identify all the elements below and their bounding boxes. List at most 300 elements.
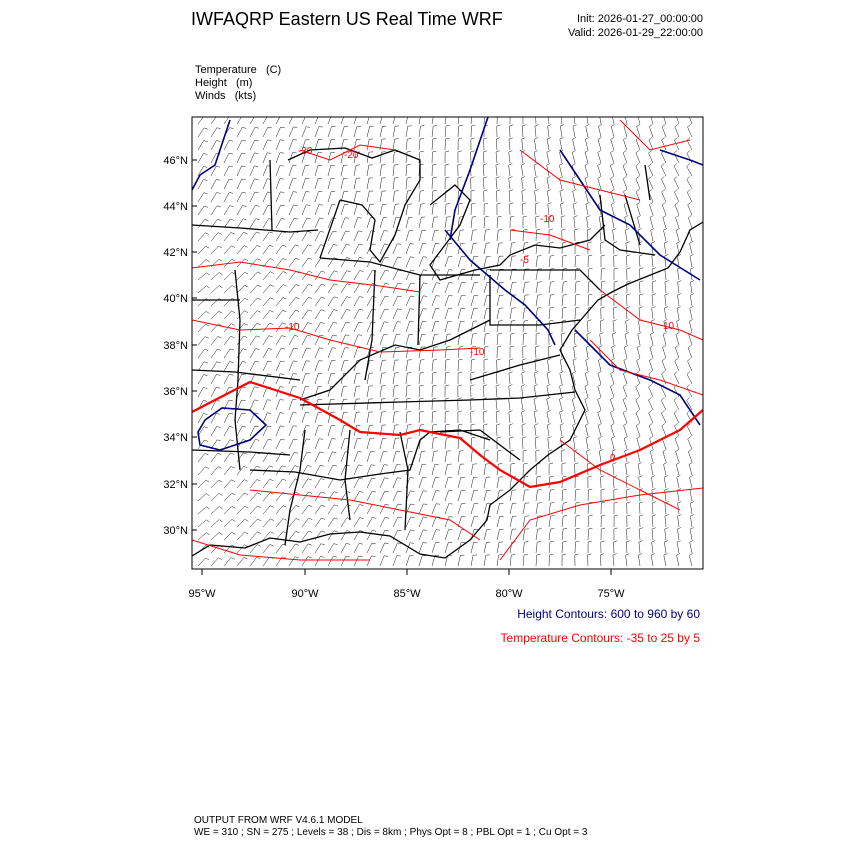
wind-barb [432, 164, 436, 176]
wind-barb [263, 114, 272, 124]
wind-barb [471, 216, 476, 228]
wind-barb [276, 544, 286, 553]
wind-barb [393, 478, 401, 488]
wind-barb [471, 517, 478, 528]
wind-barb [574, 112, 578, 124]
wind-barb [510, 112, 514, 124]
wind-barb [432, 398, 436, 410]
wind-barb [393, 438, 399, 449]
wind-barb [561, 203, 565, 216]
wind-barb [458, 555, 464, 566]
wind-barb [341, 271, 351, 280]
wind-barb [198, 467, 209, 475]
wind-barb [250, 205, 259, 215]
wind-barb [341, 231, 350, 241]
wind-barb [614, 255, 618, 267]
wind-barb [599, 436, 603, 449]
state-line-mo [192, 370, 300, 380]
wind-barb [471, 138, 475, 150]
wind-barb [586, 202, 590, 215]
wind-barb [237, 179, 246, 189]
wind-barb [224, 480, 235, 488]
wind-barb [445, 491, 453, 501]
wind-barb [289, 114, 298, 124]
wind-barb [289, 466, 299, 475]
wind-barb [510, 321, 515, 333]
wind-barb [640, 515, 644, 527]
wind-barb [458, 125, 463, 137]
wind-barb [432, 151, 436, 163]
wind-barb [198, 206, 208, 215]
wind-barb [637, 111, 641, 124]
wind-barb [458, 491, 465, 502]
wind-barb [289, 361, 297, 371]
wind-barb [406, 360, 412, 371]
wind-barb [664, 228, 668, 241]
wind-barb [562, 541, 567, 553]
wind-barb [586, 112, 590, 125]
wind-barb [445, 504, 453, 514]
wind-barb [637, 202, 640, 215]
wind-barb [393, 360, 399, 371]
wind-barb [510, 333, 515, 345]
wind-barb [690, 515, 694, 528]
wind-barb [354, 518, 364, 527]
lat-label: 30°N [163, 525, 188, 537]
wind-barb [406, 517, 415, 527]
wind-barb [560, 410, 564, 423]
wind-barb [276, 506, 287, 514]
wind-barb [198, 453, 209, 462]
wind-barb [651, 476, 655, 489]
wind-barb [585, 163, 588, 176]
wind-barb [289, 518, 300, 527]
wind-barb [664, 553, 668, 566]
wind-barb [328, 271, 338, 280]
wind-barb [649, 384, 653, 397]
wind-barb [601, 268, 605, 280]
wind-barb [250, 349, 260, 359]
wind-barb [198, 349, 208, 358]
wind-barb [688, 436, 692, 449]
wind-barb [276, 272, 287, 281]
wind-barb [367, 114, 374, 125]
wind-barb [315, 465, 324, 475]
wind-barb [522, 372, 526, 384]
wind-barb [367, 165, 373, 176]
wind-barb [237, 545, 248, 553]
state-line-tn [300, 392, 575, 405]
wind-barb [509, 424, 513, 436]
wind-barb [367, 399, 373, 410]
wind-barb [536, 112, 540, 124]
wind-barb [380, 360, 386, 371]
wind-barb [341, 165, 347, 176]
wind-barb [688, 358, 693, 371]
wind-barb [406, 244, 414, 254]
wind-barb [575, 502, 580, 514]
wind-barb [302, 518, 312, 527]
wind-barb [224, 519, 235, 527]
wind-barb [393, 139, 399, 150]
wind-barb [497, 230, 502, 242]
wind-barb [432, 113, 438, 124]
wind-barb [611, 176, 615, 189]
wind-barb [484, 555, 490, 566]
wind-barb [575, 476, 579, 488]
wind-barb [549, 516, 555, 527]
wind-barb [224, 349, 234, 358]
wind-barb [315, 479, 325, 488]
wind-barb [588, 242, 592, 254]
wind-barb [328, 556, 337, 566]
wind-barb [276, 232, 286, 241]
wind-barb [198, 273, 210, 280]
wind-barb [393, 126, 399, 137]
wind-barb [406, 398, 411, 410]
wind-barb [636, 384, 640, 397]
contour-label: -10 [470, 347, 485, 358]
wind-barb [536, 490, 542, 501]
wind-barb [687, 190, 692, 203]
field-unit: (C) [265, 64, 282, 76]
wind-barb [627, 502, 631, 514]
wind-barb [677, 255, 681, 268]
wind-barb [224, 362, 233, 372]
wind-barb [432, 334, 438, 345]
wind-barb [263, 140, 271, 150]
wind-barb [445, 177, 449, 189]
wind-barb [367, 296, 376, 306]
wind-barb [458, 385, 462, 397]
wind-barb [510, 516, 516, 527]
wind-barb [211, 233, 222, 241]
wind-barb [406, 177, 411, 189]
wind-barb [610, 397, 614, 410]
wind-barb [354, 491, 363, 501]
wind-barb [393, 451, 400, 462]
wind-barb [276, 519, 287, 527]
wind-barb [393, 178, 398, 190]
wind-barb [276, 258, 287, 267]
wind-barb [614, 268, 618, 280]
wind-barb [688, 345, 692, 358]
wind-barb [689, 462, 692, 475]
wind-barb [198, 180, 207, 190]
wind-barb [276, 361, 285, 371]
wind-barb [328, 205, 336, 215]
wind-barb [598, 137, 601, 150]
wind-barb [661, 177, 666, 190]
wind-barb [573, 203, 577, 216]
wind-barb [198, 193, 208, 202]
wind-barb [521, 164, 525, 177]
wind-barb [664, 541, 668, 554]
wind-barb [510, 229, 515, 241]
wind-barb [276, 336, 286, 345]
wind-barb [250, 400, 258, 410]
wind-barb [328, 361, 336, 371]
wind-barb [380, 231, 388, 241]
wind-barb [601, 528, 605, 540]
contour-label: 10 [663, 321, 675, 332]
wind-barb [663, 449, 666, 462]
wind-barb [328, 244, 337, 254]
wind-barb [445, 359, 450, 371]
wind-barb [636, 410, 640, 423]
wind-barb [224, 192, 233, 202]
wind-barb [289, 258, 299, 267]
wind-barb [497, 125, 501, 137]
wind-barb [276, 348, 285, 358]
wind-barb [276, 127, 285, 137]
wind-barb [367, 191, 373, 202]
wind-barb [661, 164, 666, 177]
wind-barb [663, 332, 667, 345]
wind-barb [509, 359, 513, 371]
wind-barb [393, 465, 401, 475]
wind-barb [510, 282, 516, 293]
wind-barb [406, 373, 411, 385]
wind-barb [510, 463, 515, 475]
wind-barb [289, 205, 297, 215]
wind-barb [522, 177, 526, 190]
wind-barb [626, 255, 630, 267]
wind-barb [393, 257, 402, 267]
wind-barb [664, 476, 668, 489]
wind-barb [664, 307, 668, 320]
wind-barb [302, 387, 309, 398]
lat-label: 44°N [163, 201, 188, 213]
wind-barb [509, 164, 513, 176]
wind-barb [675, 111, 679, 124]
wind-barb [575, 463, 579, 475]
wind-barb [380, 204, 387, 215]
lat-labels [163, 155, 188, 537]
wind-barb [315, 348, 323, 358]
wind-barb [276, 166, 284, 176]
wind-barb [432, 359, 437, 371]
wind-barb [483, 177, 487, 189]
wind-barb [263, 232, 273, 241]
wind-barb [497, 359, 501, 371]
wind-barb [198, 246, 209, 254]
wind-barb [341, 127, 348, 138]
wind-barb [471, 385, 475, 397]
wind-barb [688, 215, 692, 228]
wind-barb [250, 179, 258, 189]
wind-barb [675, 436, 679, 449]
wind-barb [678, 515, 682, 527]
wind-barb [224, 272, 235, 280]
wind-barb [458, 477, 465, 488]
wind-barb [651, 228, 655, 241]
wind-barb [471, 372, 475, 384]
wind-barb [639, 502, 643, 514]
wind-barb [626, 242, 630, 254]
wind-barb [445, 398, 449, 410]
wind-barb [535, 203, 539, 215]
wind-barb [613, 463, 617, 475]
wind-barb [367, 386, 373, 397]
wind-barb [638, 320, 642, 333]
wind-barb [237, 557, 248, 566]
wind-barb [677, 307, 681, 320]
wind-barb [637, 358, 640, 371]
wind-barb [445, 113, 451, 124]
wind-barb [354, 348, 362, 358]
wind-barb [211, 362, 221, 371]
wind-barb [547, 138, 551, 151]
wind-barb [380, 452, 387, 463]
wind-barb [601, 489, 605, 501]
wind-barb [354, 399, 360, 410]
wind-barb [289, 127, 297, 137]
wind-barb [341, 386, 347, 397]
wind-barb [367, 543, 376, 553]
wind-barb [354, 218, 362, 228]
wind-barb [328, 284, 338, 293]
wind-barb [354, 335, 362, 345]
wind-barb [561, 112, 565, 124]
wind-barb [663, 215, 666, 228]
wind-barb [510, 529, 516, 540]
wind-barb [562, 528, 567, 540]
wind-barb [276, 205, 285, 215]
wind-barb [497, 295, 504, 306]
wind-barb [445, 309, 452, 320]
wind-barb [432, 504, 440, 514]
wind-barb [471, 230, 477, 241]
wind-barb [458, 321, 465, 332]
wind-barb [562, 516, 567, 528]
wind-barb [302, 505, 312, 514]
wind-barb [509, 372, 513, 384]
wind-barb [393, 204, 399, 215]
lat-label: 38°N [163, 340, 188, 352]
wind-barb [315, 310, 325, 319]
wind-barb [674, 189, 679, 202]
wind-barb [548, 437, 552, 449]
wind-barb [471, 283, 478, 294]
wind-barb [302, 348, 311, 358]
wind-barb [510, 308, 516, 319]
wind-barb [483, 385, 487, 397]
wind-barb [393, 335, 400, 346]
wind-barb [211, 273, 223, 281]
wind-barb [549, 307, 554, 319]
wind-barb [627, 268, 631, 280]
wind-barb [458, 451, 464, 462]
wind-barb [676, 462, 680, 475]
wind-barb [445, 543, 452, 554]
wind-barb [211, 311, 222, 319]
wind-barb [315, 413, 322, 424]
wind-barb [289, 245, 299, 254]
wind-barb [276, 310, 286, 319]
wind-barb [624, 202, 628, 215]
wind-barb [237, 206, 246, 216]
wind-barb [690, 489, 694, 502]
wind-barb [509, 177, 513, 189]
wind-barb [549, 503, 555, 514]
wind-barb [600, 320, 604, 332]
wind-barb [627, 528, 631, 540]
wind-barb [586, 124, 590, 137]
wind-barb [585, 410, 589, 423]
wind-barb [612, 333, 616, 346]
wind-barb [445, 217, 451, 228]
wind-barb [211, 480, 222, 488]
wind-barb [341, 178, 348, 189]
wind-barb [393, 191, 399, 202]
wind-barb [484, 190, 488, 202]
wind-barb [575, 229, 579, 241]
wind-barb [510, 216, 514, 228]
wind-barb [484, 138, 488, 150]
wind-barb [276, 245, 286, 254]
wind-barb [598, 397, 601, 410]
wind-barb [445, 477, 452, 488]
wind-barb [588, 476, 592, 488]
wind-barb [536, 529, 542, 540]
wind-barb [380, 556, 388, 566]
wind-barb [211, 166, 220, 176]
wind-barb [600, 554, 604, 566]
wind-barb [690, 294, 694, 307]
wind-barb [575, 294, 580, 306]
wind-barb [380, 504, 389, 514]
wind-barb [237, 192, 246, 202]
wind-barb [690, 502, 694, 515]
wind-barb [549, 242, 554, 254]
wind-barb [445, 347, 451, 358]
wind-barb [211, 286, 223, 293]
wind-barb [560, 384, 564, 397]
wind-barb [573, 137, 577, 150]
wind-barb [211, 558, 222, 566]
wind-barb [626, 476, 630, 488]
wind-barb [237, 426, 246, 436]
wind-barb [367, 530, 376, 540]
wind-barb [588, 281, 593, 293]
wind-barb [406, 334, 413, 345]
wind-barb [302, 258, 312, 267]
wind-barb [367, 373, 373, 384]
wind-barb [406, 530, 414, 540]
wind-barb [638, 463, 642, 476]
wind-barb [250, 127, 259, 137]
wind-barb [497, 555, 503, 566]
wind-barb [224, 246, 235, 254]
lon-label: 80°W [495, 588, 523, 600]
wind-barb [419, 204, 425, 215]
wind-barb [458, 517, 466, 527]
wind-barb [432, 204, 437, 215]
wind-barb [649, 176, 653, 189]
wind-barb [250, 361, 259, 371]
wind-barb [237, 466, 247, 475]
wind-barb [302, 205, 310, 215]
wind-barb [651, 554, 655, 567]
wind-barb [497, 243, 503, 254]
wind-barb [198, 154, 207, 164]
wind-barb [649, 358, 653, 371]
wind-barb [574, 333, 578, 345]
wind-barb [432, 372, 437, 384]
lon-label: 75°W [597, 588, 625, 600]
wind-barb [289, 140, 297, 150]
